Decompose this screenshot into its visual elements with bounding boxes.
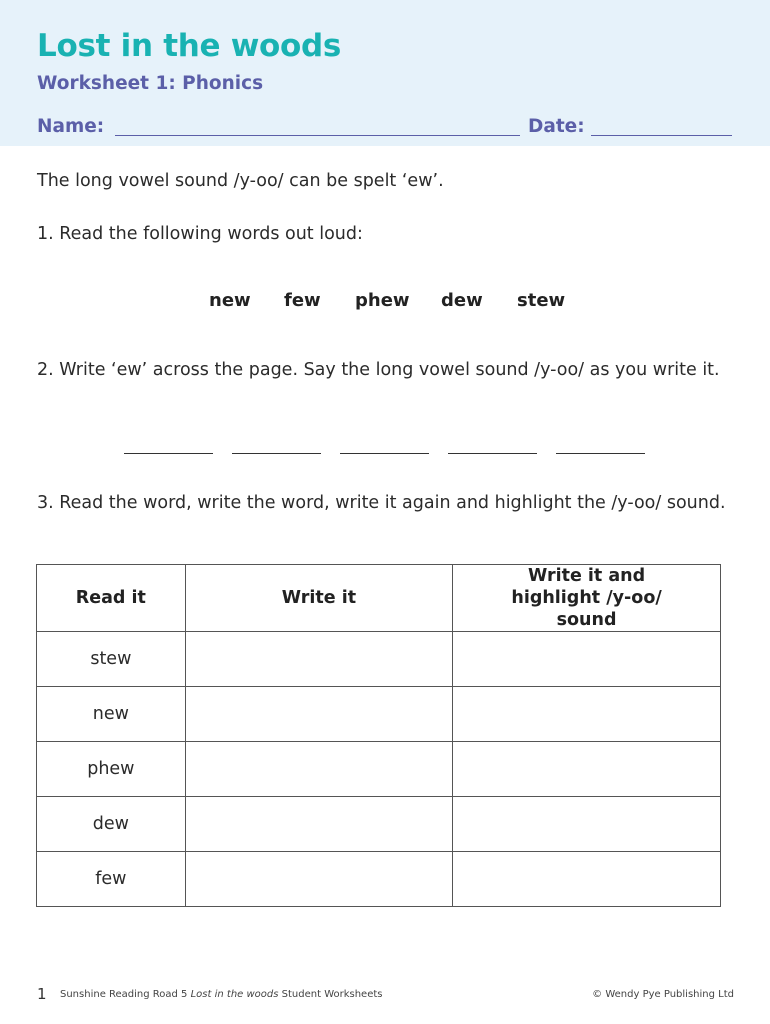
header-write-it: Write it: [185, 565, 452, 632]
footer-series-suffix: Student Worksheets: [278, 989, 383, 1000]
write-cell[interactable]: [185, 687, 452, 742]
worksheet-subtitle: Worksheet 1: Phonics: [37, 73, 264, 94]
name-date-row: [37, 116, 737, 140]
writing-blank[interactable]: [232, 453, 321, 454]
word-item: new: [209, 290, 251, 311]
footer-copyright: © Wendy Pye Publishing Ltd: [592, 989, 734, 1000]
writing-blanks: [0, 453, 770, 457]
word-table: [36, 564, 721, 907]
table-row: [37, 797, 721, 852]
writing-blank[interactable]: [340, 453, 429, 454]
highlight-cell[interactable]: [453, 687, 721, 742]
read-word-cell: phew: [37, 742, 186, 797]
footer-series-title: Lost in the woods: [190, 989, 279, 1000]
read-word-cell: few: [37, 852, 186, 907]
name-label: Name:: [37, 116, 105, 137]
write-cell[interactable]: [185, 852, 452, 907]
highlight-cell[interactable]: [453, 632, 721, 687]
page-number: 1: [37, 985, 47, 1003]
word-item: few: [284, 290, 321, 311]
word-item: phew: [355, 290, 410, 311]
write-cell[interactable]: [185, 742, 452, 797]
word-list: [0, 290, 770, 316]
read-word-cell: dew: [37, 797, 186, 852]
table-header-row: [37, 565, 721, 632]
header-highlight-label: Write it and highlight /y-oo/ sound: [511, 566, 662, 630]
highlight-cell[interactable]: [453, 742, 721, 797]
footer-series-prefix: Sunshine Reading Road 5: [60, 989, 191, 1000]
footer-series: [60, 989, 383, 1000]
header-read-it: Read it: [37, 565, 186, 632]
question-2-text: 2. Write ‘ew’ across the page. Say the long vowel sound /y-oo/ as you write it.: [37, 360, 720, 380]
question-1-text: 1. Read the following words out loud:: [37, 224, 363, 244]
writing-blank[interactable]: [556, 453, 645, 454]
write-cell[interactable]: [185, 632, 452, 687]
worksheet-title: Lost in the woods: [37, 28, 342, 64]
write-cell[interactable]: [185, 797, 452, 852]
table-row: [37, 742, 721, 797]
writing-blank[interactable]: [124, 453, 213, 454]
table-row: [37, 687, 721, 742]
word-item: stew: [517, 290, 566, 311]
highlight-cell[interactable]: [453, 797, 721, 852]
table-row: [37, 632, 721, 687]
question-3-text: 3. Read the word, write the word, write it again and highlight the /y-oo/ sound.: [37, 493, 726, 513]
name-field[interactable]: [115, 135, 520, 136]
word-item: dew: [441, 290, 483, 311]
date-field[interactable]: [591, 135, 732, 136]
highlight-cell[interactable]: [453, 852, 721, 907]
read-word-cell: stew: [37, 632, 186, 687]
writing-blank[interactable]: [448, 453, 537, 454]
read-word-cell: new: [37, 687, 186, 742]
table-row: [37, 852, 721, 907]
intro-text: The long vowel sound /y-oo/ can be spelt ‘ew’.: [37, 171, 444, 191]
page-footer: [37, 985, 734, 1005]
header-highlight: [453, 565, 721, 632]
date-label: Date:: [528, 116, 585, 137]
